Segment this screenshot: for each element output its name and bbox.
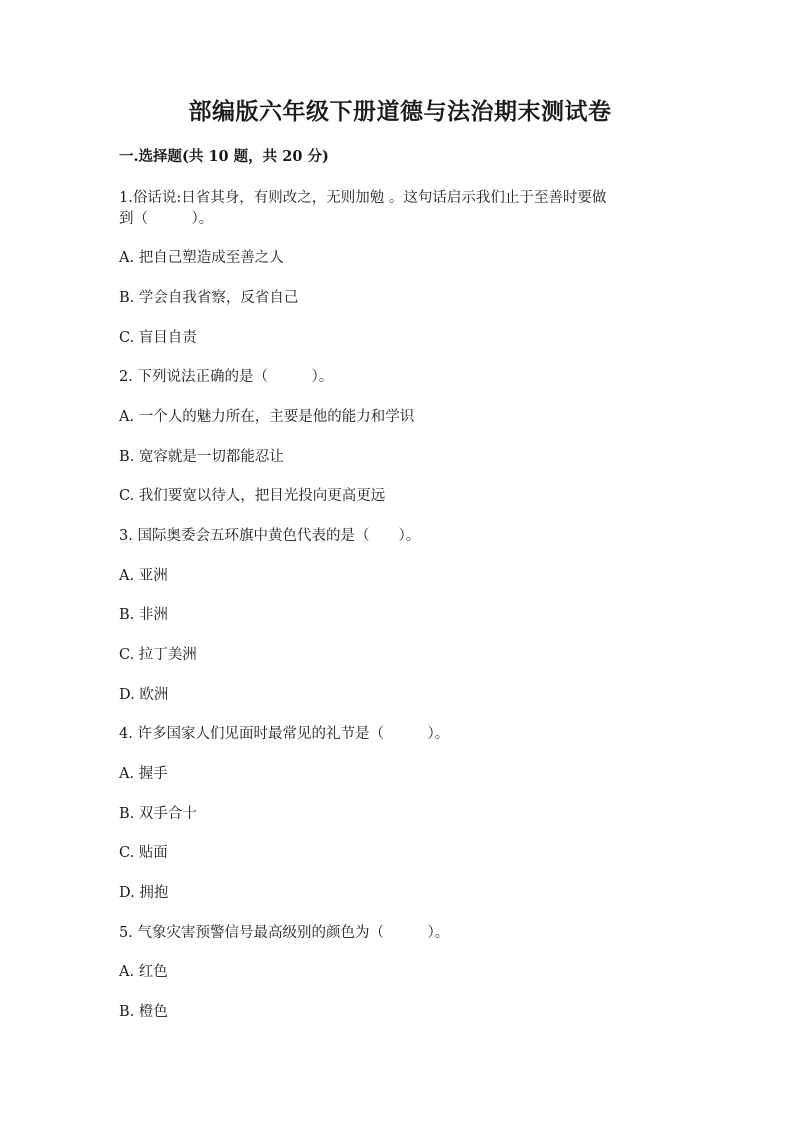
question-1-stem-line-2: 到（ ）。	[119, 211, 214, 227]
question-3-stem: 3. 国际奥委会五环旗中黄色代表的是（ ）。	[119, 528, 421, 544]
question-5-option-a: A. 红色	[119, 964, 168, 980]
question-1-stem-line-1: 1.俗话说:日省其身，有则改之，无则加勉 。这句话启示我们止于至善时要做	[119, 190, 607, 206]
question-3-option-d: D. 欧洲	[119, 687, 169, 703]
question-5-stem: 5. 气象灾害预警信号最高级别的颜色为（ ）。	[119, 925, 450, 941]
question-2-option-b: B. 宽容就是一切都能忍让	[119, 449, 284, 465]
question-2-option-a: A. 一个人的魅力所在，主要是他的能力和学识	[119, 409, 415, 425]
question-1-option-b: B. 学会自我省察，反省自己	[119, 290, 299, 306]
question-5-option-b: B. 橙色	[119, 1004, 168, 1020]
question-4-option-c: C. 贴面	[119, 845, 168, 861]
question-1-option-c: C. 盲目自责	[119, 330, 197, 346]
question-2-stem: 2. 下列说法正确的是（ ）。	[119, 369, 334, 385]
question-4-option-b: B. 双手合十	[119, 806, 197, 822]
question-4-option-a: A. 握手	[119, 766, 168, 782]
question-4-stem: 4. 许多国家人们见面时最常见的礼节是（ ）。	[119, 726, 450, 742]
question-2-option-c: C. 我们要宽以待人，把目光投向更高更远	[119, 488, 386, 504]
question-4-option-d: D. 拥抱	[119, 885, 169, 901]
question-3-option-b: B. 非洲	[119, 607, 168, 623]
question-3-option-a: A. 亚洲	[119, 568, 168, 584]
question-3-option-c: C. 拉丁美洲	[119, 647, 197, 663]
section-heading: 一.选择题(共 10 题，共 20 分)	[119, 148, 329, 165]
page-title: 部编版六年级下册道德与法治期末测试卷	[188, 98, 612, 125]
question-1-option-a: A. 把自己塑造成至善之人	[119, 250, 284, 266]
